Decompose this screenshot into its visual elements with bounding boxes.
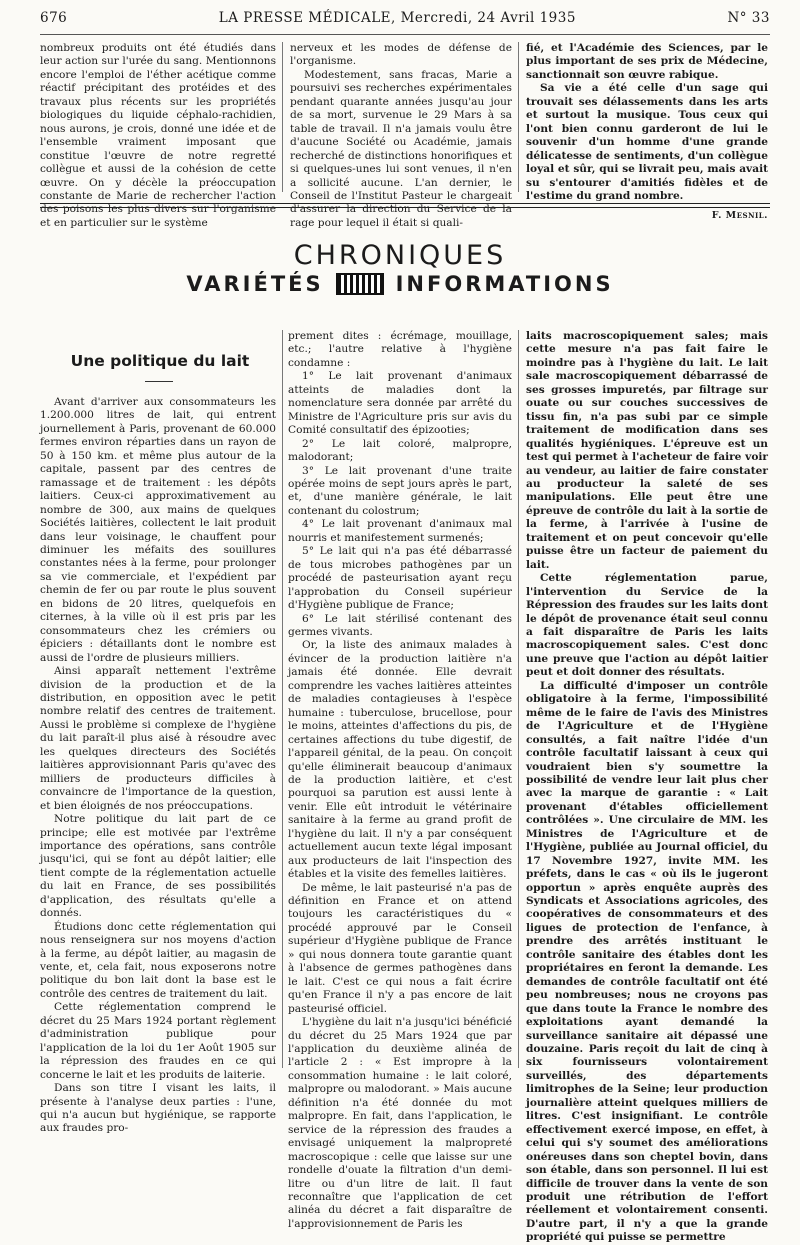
banner-title: CHRONIQUES <box>293 240 507 271</box>
article-column-2 <box>288 330 512 1230</box>
section-rule <box>40 203 770 208</box>
paragraph: La difficulté d'imposer un contrôle obligatoire à la ferme, l'impossibilité même de le faire de l'avis des Ministres de l'Agriculture et de l'Hygiène consultés, a fait naître l'idée d'un contrôle facultatif laissant à ceux qui voudraient bien s'y soumettre la possibilité de vendre leur lait plus cher avec la marque de garantie : « Lait provenant d'étables officiellement contrôlées ». Une circulaire de MM. les Ministres de l'Agriculture et de l'Hygiène, publiée au Journal officiel, du 17 Novembre 1927, invite MM. les préfets, dans le cas « où ils le jugeront opportun » après enquête auprès des Syndicats et Associations agricoles, des coopératives de consommateurs et des ligues de protection de l'enfance, à prendre des arrêtés instituant le contrôle sanitaire des étables dont les propriétaires en feront la demande. Les demandes de contrôle facultatif ont été peu nombreuses; nous ne croyons pas que dans toute la France le nombre des exploitations ayant demandé la surveillance sanitaire ait dépassé une douzaine. Paris reçoit du lait de cinq à six fournisseurs volontairement surveillés, des départements limitrophes de la Seine; leur production journalière atteint quelques milliers de litres. C'est insignifiant. Le contrôle effectivement exercé impose, en effet, à celui qui s'y soumet des améliorations onéreuses dans son cheptel bovin, dans son étable, dans son personnel. Il lui est difficile de trouver dans la vente de son produit une rétribution de l'effort réellement et volontairement consenti. D'autre part, il n'y a que la grande propriété qui puisse se permettre <box>526 679 768 1244</box>
paragraph: Or, la liste des animaux malades à évincer de la production laitière n'a jamais été donnée. Elle devrait comprendre les vaches laitières atteintes de maladies contagieuses à l'espèce humaine : tuberculose, brucellose, pour le moins, atteintes d'affections du pis, de certaines affections du tube digestif, de l'appareil génital, de la peau. On conçoit qu'elle éliminerait beaucoup d'animaux de la production laitière, et c'est pourquoi sa parution est aussi lente à venir. Elle eût introduit le vétérinaire sanitaire à la ferme au grand profit de l'hygiène du lait. Il n'y a par conséquent actuellement aucun texte légal imposant aux producteurs de lait l'inspection des étables et la visite des femelles laitières. <box>288 639 512 881</box>
column-divider <box>282 42 283 192</box>
paragraph: Modestement, sans fracas, Marie a poursuivi ses recherches expérimentales pendant quarante années jusqu'au jour de sa mort, survenue le 29 Mars à sa table de travail. Il n'a jamais voulu être d'aucune Société ou Académie, jamais recherché de distinctions honorifiques et si quelques-unes lui sont venues, il n'en a sollicité aucune. L'an dernier, le Conseil de l'Institut Pasteur le chargeait d'assurer la direction du Service de la rage pour lequel il était si quali- <box>290 68 512 229</box>
paragraph: Avant d'arriver aux consommateurs les 1.200.000 litres de lait, qui entrent journellement à Paris, provenant de 60.000 fermes environ réparties dans un rayon de 50 à 150 km. et même plus autour de la capitale, passent par des centres de ramassage et de traitement : les dépôts laitiers. Ceux-ci approximativement au nombre de 300, aux mains de quelques Sociétés laitières, collectent le lait produit dans leur voisinage, le chauffent pour diminuer les méfaits des souillures constantes nées à la ferme, pour prolonger sa vie commerciale, et l'expédient par chemin de fer ou par route le plus souvent en bidons de 20 litres, quelquefois en citernes, à la ville où il est pris par les consommateurs chez les crémiers ou épiciers : détaillants dont le nombre est aussi de l'ordre de plusieurs milliers. <box>40 396 276 664</box>
title-rule <box>145 381 173 382</box>
column-divider <box>518 330 519 1068</box>
top-column-3 <box>526 42 768 222</box>
paragraph: 6° Le lait stérilisé contenant des germes vivants. <box>288 612 512 638</box>
paragraph: 4° Le lait provenant d'animaux mal nourris et manifestement surmenés; <box>288 518 512 544</box>
top-column-2 <box>290 42 512 229</box>
page-header <box>40 10 770 32</box>
paragraph: nombreux produits ont été étudiés dans leur action sur l'urée du sang. Mentionnons encore l'emploi de l'éther acétique comme réactif précipitant des protéides et des travaux plus récents sur les propriétés biologiques du liquide céphalo-rachidien, nous aurons, je crois, donné une idée et de l'ensemble vraiment imposant que constitue l'œuvre de notre regretté collègue et aussi de la cohésion de cette œuvre. On y décèle la préoccupation constante de Marie de rechercher l'action des poisons les plus divers sur l'organisme et en particulier sur le système <box>40 42 276 229</box>
paragraph: 2° Le lait coloré, malpropre, malodorant; <box>288 437 512 464</box>
paragraph: L'hygiène du lait n'a jusqu'ici bénéficié du décret du 25 Mars 1924 que par l'application du deuxième alinéa de l'article 2 : « Est impropre à la consommation humaine : le lait coloré, malpropre ou malodorant. » Mais aucune définition n'a été donnée du mot malpropre. En fait, dans l'application, le service de la répression des fraudes a envisagé uniquement la malpropreté macroscopique : celle que laisse sur une rondelle d'ouate la filtration d'un demi-litre ou d'un litre de lait. Il faut reconnaître que l'application de cet alinéa du décret a fait disparaître de l'approvisionnement de Paris les <box>288 1016 512 1230</box>
journal-title: LA PRESSE MÉDICALE, Mercredi, 24 Avril 1935 <box>218 10 576 26</box>
column-divider <box>282 330 283 1068</box>
paragraph: Sa vie a été celle d'un sage qui trouvait ses délassements dans les arts et surtout la musique. Tous ceux qui l'ont bien connu garderont de lui le souvenir d'un homme d'une grande délicatesse de sentiments, d'un collègue loyal et sûr, qui se livrait peu, mais avait su s'entourer d'amitiés fidèles et de l'estime du grand nombre. <box>526 82 768 202</box>
banner-left: VARIÉTÉS <box>186 272 324 296</box>
header-rule <box>40 34 770 35</box>
paragraph: 5° Le lait qui n'a pas été débarrassé de tous microbes pathogènes par un procédé de pasteurisation ayant reçu l'approbation du Conseil supérieur d'Hygiène publique de France; <box>288 545 512 612</box>
banner-right: INFORMATIONS <box>395 272 614 296</box>
article-column-3 <box>526 330 768 1244</box>
paragraph: 3° Le lait provenant d'une traite opérée moins de sept jours après le part, et, d'une manière générale, le lait contenant du colostrum; <box>288 464 512 517</box>
paragraph: 1° Le lait provenant d'animaux atteints de maladies dont la nomenclature sera donnée par arrêté du Ministre de l'Agriculture pris sur avis du Comité consultatif des épizooties; <box>288 370 512 437</box>
banner-subtitle <box>0 272 800 296</box>
paragraph: fié, et l'Académie des Sciences, par le plus important de ses prix de Médecine, sanctionnait son œuvre rabique. <box>526 42 768 81</box>
paragraph: nerveux et les modes de défense de l'organisme. <box>290 42 512 68</box>
ornament-icon <box>336 273 384 295</box>
paragraph: Ainsi apparaît nettement l'extrême division de la production et de la distribution, en opposition avec le petit nombre relatif des centres de traitement. Aussi le problème si complexe de l'hygiène du lait paraît-il plus aisé à résoudre avec les quelques directeurs des Sociétés laitières approvisionnant Paris qu'avec des milliers de producteurs difficiles à convaincre de l'importance de la question, et bien éloignés de nos préoccupations. <box>40 665 276 812</box>
paragraph: De même, le lait pasteurisé n'a pas de définition en France et on attend toujours les caractéristiques du « procédé approuvé par le Conseil supérieur d'Hygiène publique de France » qui nous donnera toute garantie quant à l'absence de germes pathogènes dans le lait. C'est ce qui nous a fait écrire qu'en France il n'y a pas encore de lait pasteurisé officiel. <box>288 881 512 1015</box>
top-column-1 <box>40 42 276 229</box>
paragraph: Notre politique du lait part de ce principe; elle est motivée par l'extrême importance des opérations, sans contrôle jusqu'ici, qui se font au dépôt laitier; elle tient compte de la réglementation actuelle du lait en France, de ses possibilités d'application, des résultats qu'elle a donnés. <box>40 813 276 920</box>
article-column-1 <box>40 396 276 1135</box>
paragraph: Dans son titre I visant les laits, il présente à l'analyse deux parties : l'une, qui n'a aucun but hygiénique, se rapporte aux fraudes pro- <box>40 1082 276 1135</box>
article-title: Une politique du lait <box>70 352 250 370</box>
signature: F. Mesnil. <box>711 210 768 222</box>
paragraph: laits macroscopiquement sales; mais cette mesure n'a pas fait faire le moindre pas à l'hygiène du lait. Le lait sale macroscopiquement débarrassé de ses grosses impuretés, par filtrage sur ouate ou sur couches successives de tissu fin, n'a pas subi par ce simple traitement de modification dans ses qualités hygiéniques. L'épreuve est un test qui permet à l'acheteur de faire voir au vendeur, au laitier de faire constater au producteur la saleté de ses manipulations. Elle peut être une épreuve de contrôle du lait à la sortie de la ferme, à l'arrivée à l'usine de traitement et on peut concevoir qu'elle puisse être un facteur de paiement du lait. <box>526 330 768 571</box>
paragraph: Cette réglementation parue, l'intervention du Service de la Répression des fraudes sur les laits dont le dépôt de provenance était seul connu a fait disparaître de Paris les laits macroscopiquement sales. C'est donc une preuve que l'action au dépôt laitier peut et doit donner des résultats. <box>526 572 768 679</box>
paragraph: Étudions donc cette réglementation qui nous renseignera sur nos moyens d'action à la ferme, au dépôt laitier, au magasin de vente, et, cela fait, nous exposerons notre politique du bon lait dont la base est le contrôle des centres de traitement du lait. <box>40 920 276 1000</box>
paragraph: Cette réglementation comprend le décret du 25 Mars 1924 portant règlement d'administration publique pour l'application de la loi du 1er Août 1905 sur la répression des fraudes en ce qui concerne le lait et les produits de laiterie. <box>40 1001 276 1081</box>
column-divider <box>518 42 519 192</box>
issue-number: N° 33 <box>727 10 770 26</box>
paragraph: prement dites : écrémage, mouillage, etc.; l'autre relative à l'hygiène condamne : <box>288 330 512 369</box>
page-number: 676 <box>40 10 68 26</box>
